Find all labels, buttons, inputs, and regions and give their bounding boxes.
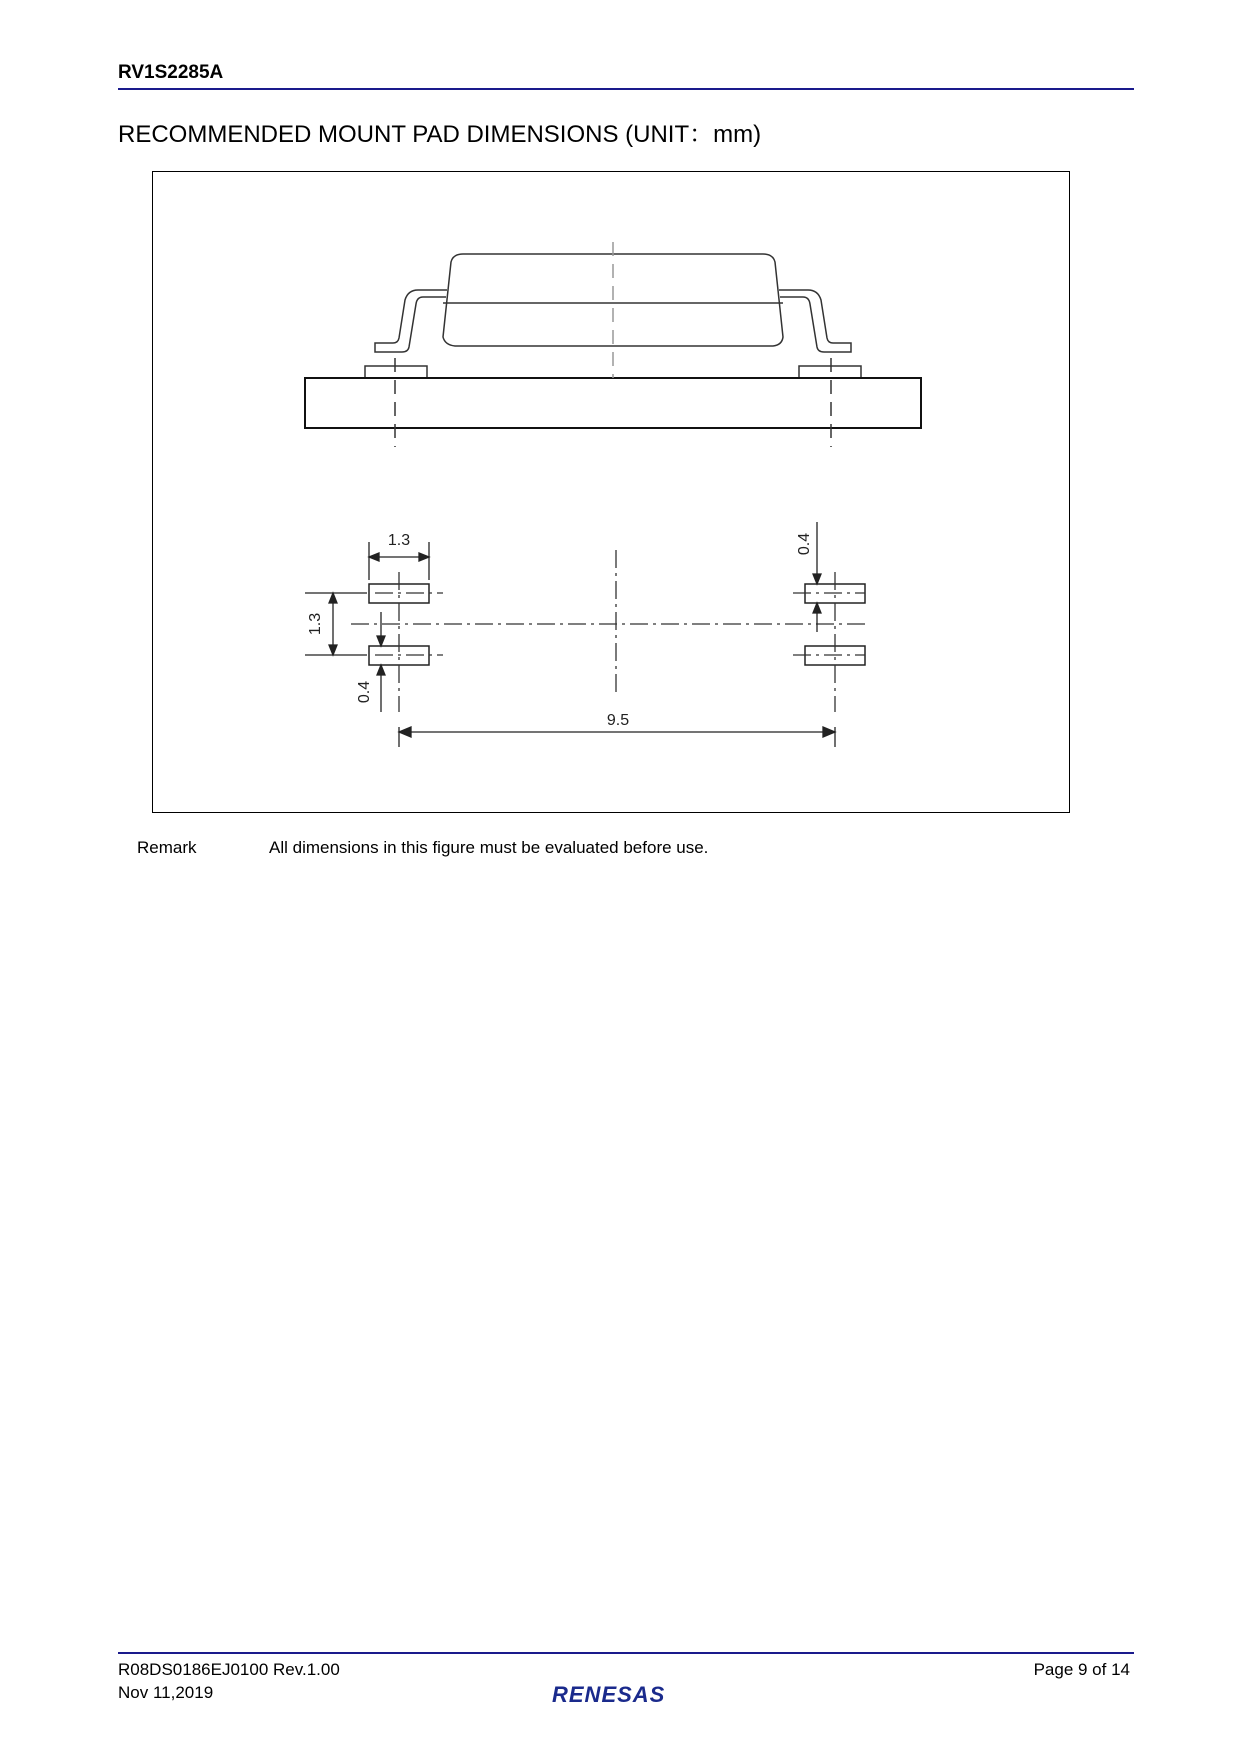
dim-pad-length: 1.3 bbox=[387, 532, 411, 549]
mount-pad-figure bbox=[152, 171, 1070, 813]
dim-pad-width-left: 0.4 bbox=[356, 680, 373, 704]
dim-pad-width-right: 0.4 bbox=[796, 532, 813, 556]
document-number: R08DS0186EJ0100 Rev.1.00 bbox=[118, 1660, 340, 1679]
document-date: Nov 11,2019 bbox=[118, 1683, 214, 1702]
dim-row-spacing: 9.5 bbox=[606, 712, 630, 729]
side-pad-left bbox=[365, 366, 427, 378]
side-pad-right bbox=[799, 366, 861, 378]
remark-text: All dimensions in this figure must be evaluated before use. bbox=[269, 838, 709, 857]
mount-pad-drawing bbox=[153, 172, 1071, 814]
left-lead bbox=[375, 290, 447, 352]
dim-pad-pitch: 1.3 bbox=[307, 612, 324, 636]
document-part-number: RV1S2285A bbox=[118, 62, 224, 83]
header-divider bbox=[118, 88, 1134, 90]
section-title: RECOMMENDED MOUNT PAD DIMENSIONS (UNIT：mm) bbox=[118, 121, 762, 148]
side-view-centerlines bbox=[395, 242, 831, 447]
page-number: Page 9 of 14 bbox=[1033, 1660, 1130, 1679]
right-lead bbox=[779, 290, 851, 352]
remark-label: Remark bbox=[137, 838, 197, 857]
pcb-board bbox=[305, 378, 921, 428]
logo-text: RENESAS bbox=[552, 1682, 666, 1707]
renesas-logo bbox=[548, 1680, 698, 1713]
footprint-centerlines bbox=[351, 550, 865, 712]
footer-divider bbox=[118, 1652, 1134, 1654]
dimension-lines bbox=[305, 522, 835, 747]
